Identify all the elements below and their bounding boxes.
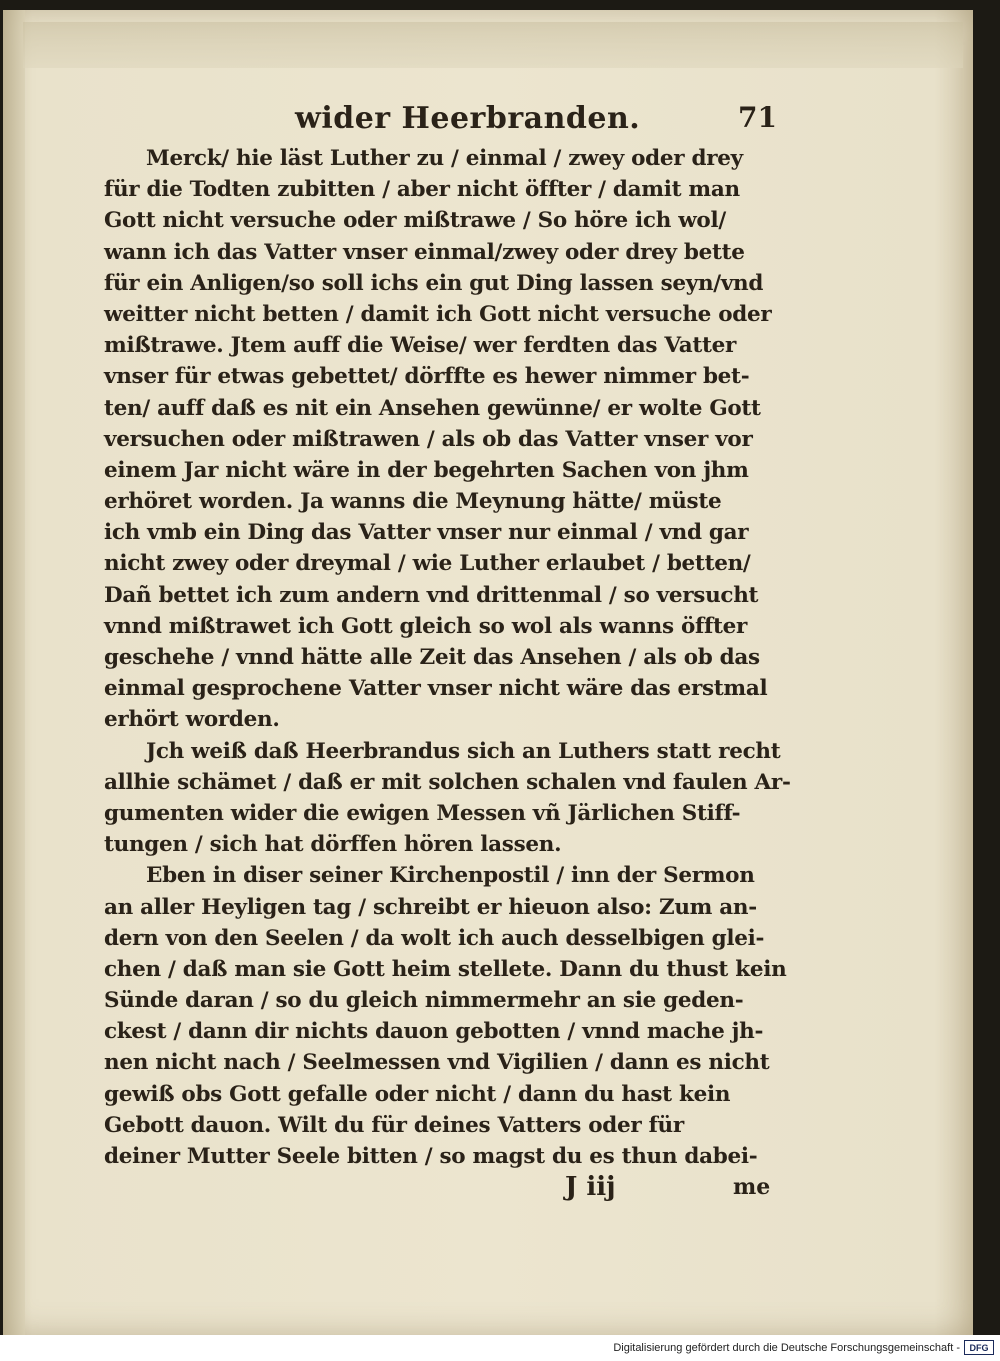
text-line: vnser für etwas gebettet/ dörffte es hewer nimmer bet- <box>104 364 750 390</box>
text-line: nicht zwey oder dreymal / wie Luther erlaubet / betten/ <box>104 551 751 577</box>
text-line: Eben in diser seiner Kirchenpostil / inn der Sermon <box>146 863 755 889</box>
text-line: Sünde daran / so du gleich nimmermehr an sie geden- <box>104 988 744 1014</box>
catchword: me <box>733 1174 771 1200</box>
text-line: tungen / sich hat dörffen hören lassen. <box>104 832 562 858</box>
text-line: Gebott dauon. Wilt du für deines Vatters oder für <box>104 1112 684 1138</box>
text-line: versuchen oder mißtrawen / als ob das Vatter vnser vor <box>104 426 753 452</box>
text-line: einmal gesprochene Vatter vnser nicht wäre das erstmal <box>104 676 768 702</box>
text-line: weitter nicht betten / damit ich Gott nicht versuche oder <box>104 301 772 327</box>
text-line: für die Todten zubitten / aber nicht öffter / damit man <box>104 177 740 203</box>
text-line: mißtrawe. Jtem auff die Weise/ wer ferdten das Vatter <box>104 333 737 359</box>
signature-mark: J iij <box>565 1172 616 1202</box>
text-line: gewiß obs Gott gefalle oder nicht / dann du hast kein <box>104 1081 731 1107</box>
text-line: Dañ bettet ich zum andern vnd drittenmal / so versucht <box>104 582 759 608</box>
page-gutter-shadow <box>3 10 25 1335</box>
footer-bar <box>0 1335 1000 1361</box>
text-line: erhört worden. <box>104 707 280 733</box>
text-line: dern von den Seelen / da wolt ich auch desselbigen glei- <box>104 925 765 951</box>
text-line: gumenten wider die ewigen Messen vñ Järlichen Stiff- <box>104 800 741 826</box>
dfg-logo-icon: DFG <box>964 1340 994 1355</box>
text-line: wann ich das Vatter vnser einmal/zwey oder drey bette <box>104 239 745 265</box>
text-line: allhie schämet / daß er mit solchen schalen vnd faulen Ar- <box>104 769 791 795</box>
text-line: Merck/ hie läst Luther zu / einmal / zwey oder drey <box>146 146 743 171</box>
text-line: für ein Anligen/so soll ichs ein gut Ding lassen seyn/vnd <box>104 270 764 296</box>
text-line: deiner Mutter Seele bitten / so magst du es thun dabei- <box>104 1144 758 1169</box>
page-top-stain <box>23 22 963 68</box>
text-line: nen nicht nach / Seelmessen vnd Vigilien / dann es nicht <box>104 1050 770 1076</box>
text-line: Jch weiß daß Heerbrandus sich an Luthers statt recht <box>146 738 781 764</box>
text-line: erhöret worden. Ja wanns die Meynung hätte/ müste <box>104 489 722 515</box>
text-line: chen / daß man sie Gott heim stellete. Dann du thust kein <box>104 956 787 982</box>
body-text <box>104 143 791 1172</box>
text-line: ckest / dann dir nichts dauon gebotten / vnnd mache jh- <box>104 1019 764 1045</box>
running-head: wider Heerbranden. <box>295 101 641 136</box>
text-line: geschehe / vnnd hätte alle Zeit das Ansehen / als ob das <box>104 645 760 670</box>
text-line: einem Jar nicht wäre in der begehrten Sachen von jhm <box>104 457 749 483</box>
text-line: vnnd mißtrawet ich Gott gleich so wol als wanns öffter <box>104 613 747 639</box>
text-line: ich vmb ein Ding das Vatter vnser nur einmal / vnd gar <box>104 520 749 546</box>
page-number: 71 <box>738 101 777 134</box>
text-line: ten/ auff daß es nit ein Ansehen gewünne/ er wolte Gott <box>104 395 761 421</box>
funding-credit: Digitalisierung gefördert durch die Deutsche Forschungsgemeinschaft - <box>613 1342 960 1354</box>
text-line: Gott nicht versuche oder mißtrawe / So höre ich wol/ <box>104 208 726 234</box>
text-line: an aller Heyligen tag / schreibt er hieuon also: Zum an- <box>104 894 757 920</box>
